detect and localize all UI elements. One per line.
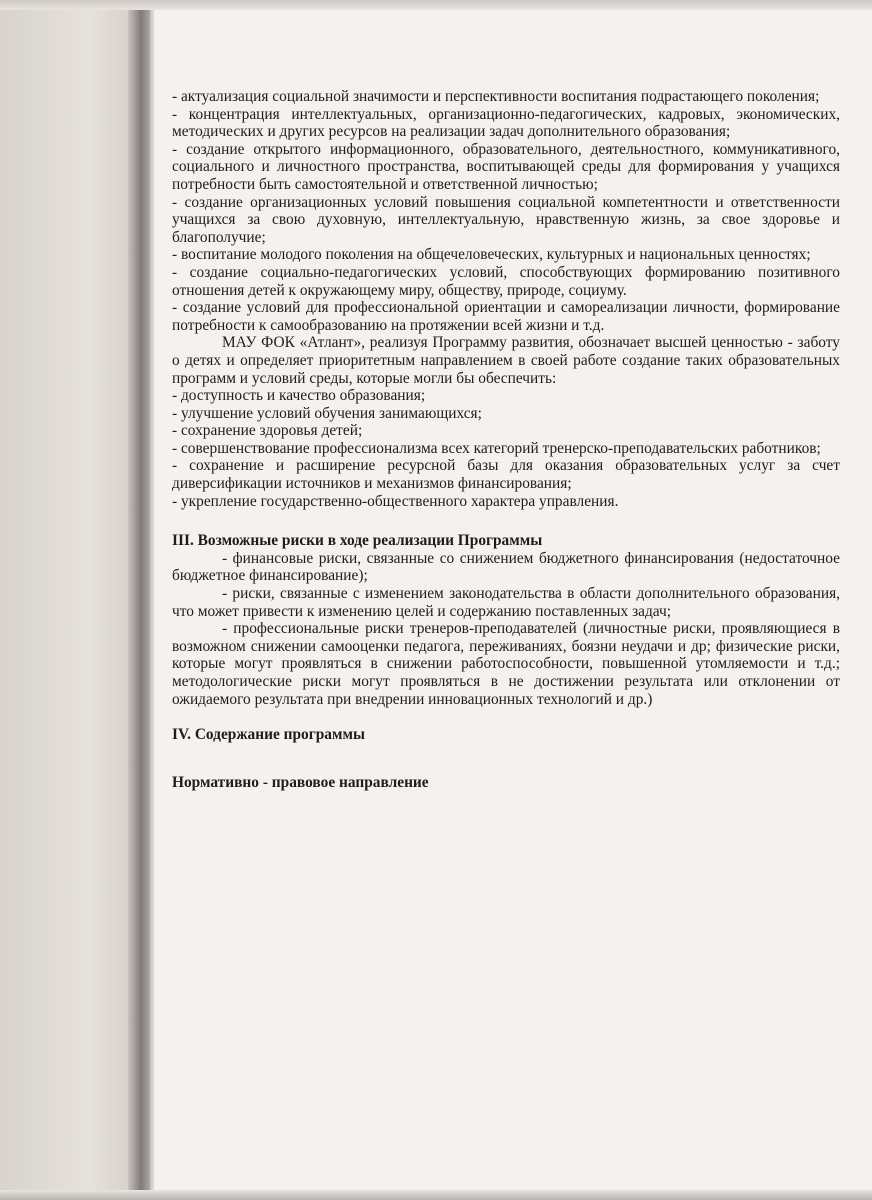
ensure-item-6: - укрепление государственно-общественного характера управления. [172, 492, 619, 510]
scan-top-edge [0, 0, 872, 10]
subsection-title: Нормативно - правовое направление [172, 773, 429, 791]
paragraph-top-6: - создание социально-педагогических условий, способствующих формированию позитивного отношения детей к окружающему миру, обществу, природе, социуму. [172, 263, 840, 299]
risk-item-3: - профессиональные риски тренеров-преподавателей (личностные риски, проявляющиеся в возможном снижении самооценки педагога, переживаниях, боязни неудачи и др; физические риски, которые могут проявляться в снижении работоспособности, повышенной утомляемости и т.д.; методологические риски могут проявляться в не достижении результата или отклонении от ожидаемого результата при внедрении инновационных технологий и др.) [172, 620, 840, 708]
paragraph-top-4: - создание организационных условий повышения социальной компетентности и ответственности учащихся за свою духовную, интеллектуальную, нравственную жизнь, за свое здоровье и благополучие; [172, 193, 840, 246]
paragraph-top-2: - концентрация интеллектуальных, организационно-педагогических, кадровых, экономических, методических и других ресурсов на реализации задач дополнительного образования; [172, 105, 840, 141]
ensure-item-3: - сохранение здоровья детей; [172, 422, 363, 440]
ensure-item-1: - доступность и качество образования; [172, 387, 426, 405]
intro-paragraph: МАУ ФОК «Атлант», реализуя Программу развития, обозначает высшей ценностью - заботу о детях и определяет приоритетным направлением в своей работе создание таких образовательных программ и условий среды, которые могли бы обеспечить: [172, 334, 840, 387]
scan-bottom-edge [0, 1190, 872, 1200]
document-body [172, 88, 840, 791]
ensure-item-5: - сохранение и расширение ресурсной базы для оказания образовательных услуг за счет диверсификации источников и механизмов финансирования; [172, 457, 840, 493]
section-4-title: IV. Содержание программы [172, 726, 365, 744]
risk-item-2: - риски, связанные с изменением законодательства в области дополнительного образования, что может привести к изменению целей и содержанию поставленных задач; [172, 585, 840, 620]
risk-item-1: - финансовые риски, связанные со снижением бюджетного финансирования (недостаточное бюджетное финансирование); [172, 549, 840, 585]
ensure-item-4: - совершенствование профессионализма всех категорий тренерско-преподавательских работников; [172, 439, 821, 457]
section-3-title: III. Возможные риски в ходе реализации Программы [172, 532, 543, 550]
binding-shadow [128, 0, 154, 1200]
paragraph-top-3: - создание открытого информационного, образовательного, деятельностного, коммуникативного, социального и личностного пространства, воспитывающей среды для формирования у учащихся потребности быть самостоятельной и ответственной личностью; [172, 140, 840, 193]
paragraph-top-5: - воспитание молодого поколения на общечеловеческих, культурных и национальных ценностях; [172, 246, 811, 264]
ensure-item-2: - улучшение условий обучения занимающихся; [172, 404, 482, 422]
paragraph-top-7: - создание условий для профессиональной ориентации и самореализации личности, формирование потребности к самообразованию на протяжении всей жизни и т.д. [172, 299, 840, 334]
paragraph-top-1: - актуализация социальной значимости и перспективности воспитания подрастающего поколения; [172, 88, 820, 105]
